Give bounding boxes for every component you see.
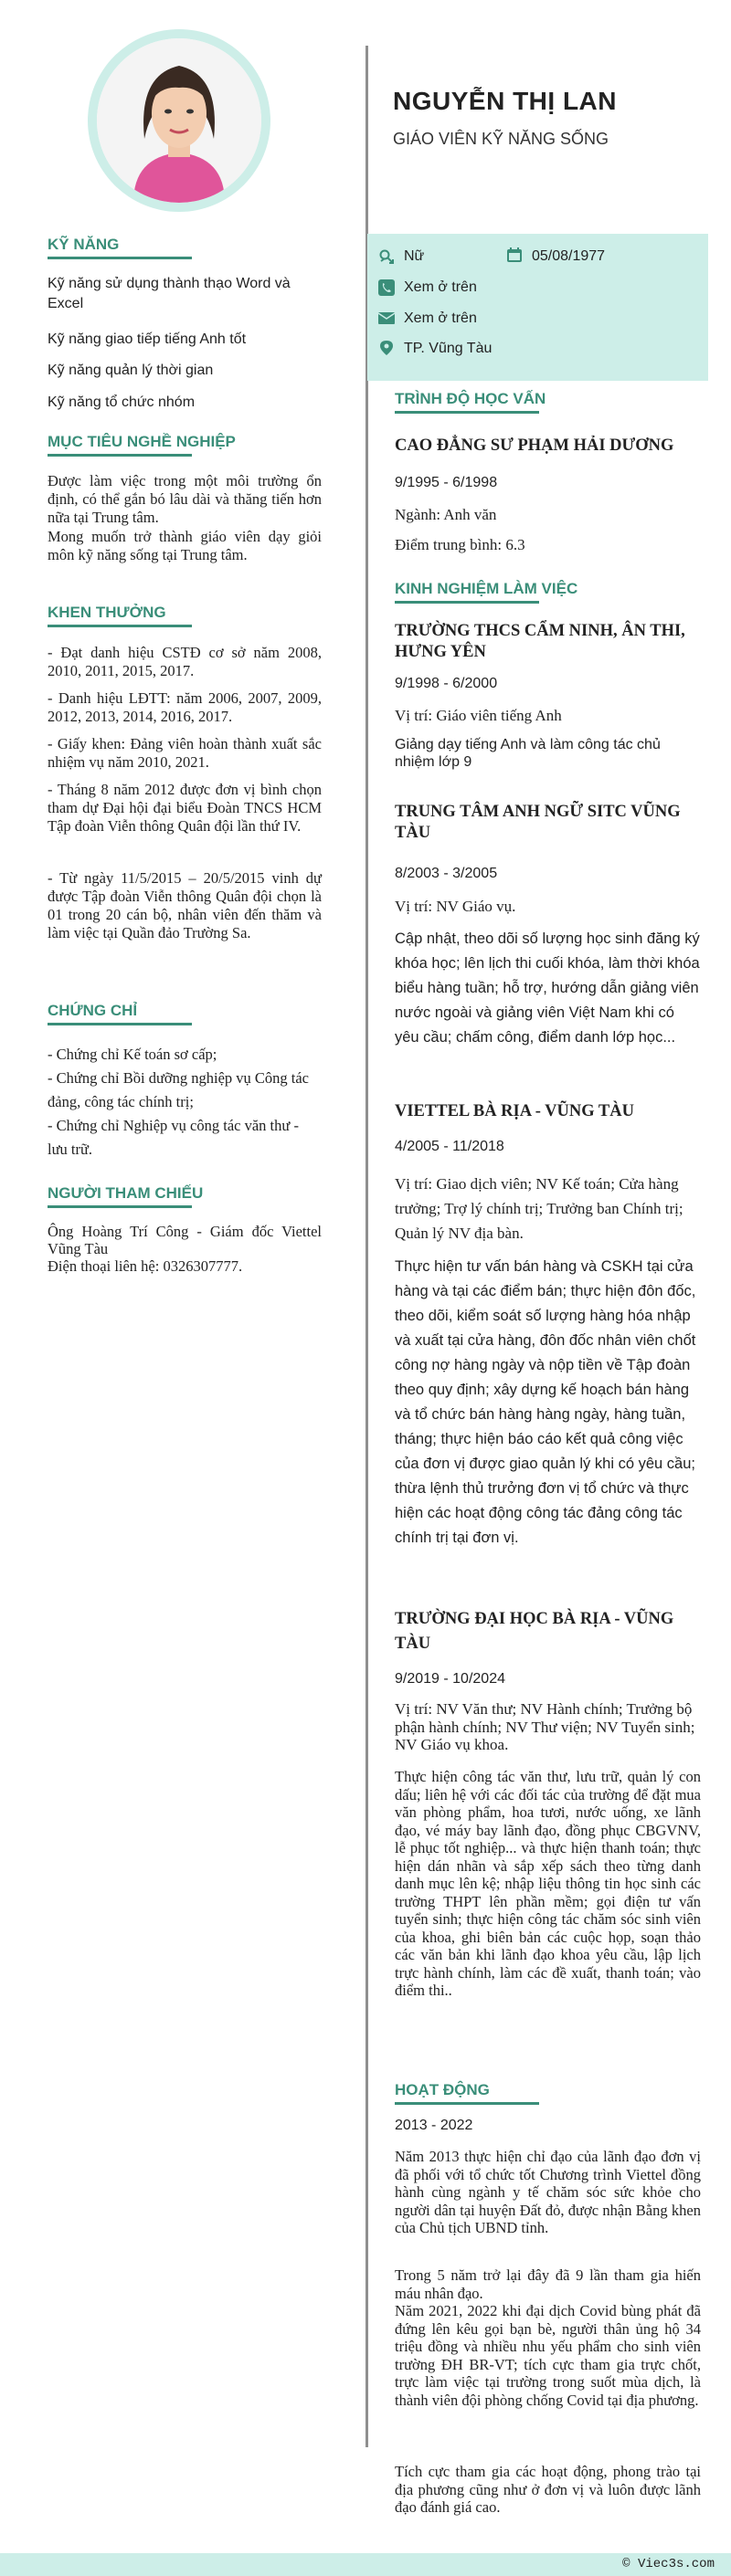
references-underline	[48, 1205, 192, 1208]
footer-bar	[0, 2553, 731, 2576]
job-period: 9/2019 - 10/2024	[395, 1671, 505, 1687]
objective-underline	[48, 454, 192, 457]
education-school: CAO ĐẲNG SƯ PHẠM HẢI DƯƠNG	[395, 436, 674, 455]
objective-text: Mong muốn trở thành giáo viên dạy giỏi môn kỹ năng sống tại Trung tâm.	[48, 528, 322, 563]
skill-item: Kỹ năng giao tiếp tiếng Anh tốt	[48, 331, 247, 347]
location-icon	[378, 340, 395, 356]
skills-title: KỸ NĂNG	[48, 236, 120, 253]
job-period: 4/2005 - 11/2018	[395, 1139, 504, 1154]
objective-title: MỤC TIÊU NGHỀ NGHIỆP	[48, 433, 236, 450]
job-org: TRƯỜNG ĐẠI HỌC BÀ RỊA - VŨNG TÀU	[395, 1610, 674, 1653]
education-gpa: Điểm trung bình: 6.3	[395, 536, 525, 553]
education-title: TRÌNH ĐỘ HỌC VẤN	[395, 390, 546, 407]
address-value: TP. Vũng Tàu	[404, 341, 493, 356]
calendar-icon	[506, 247, 523, 263]
job-org: VIETTEL BÀ RỊA - VŨNG TÀU	[395, 1102, 634, 1120]
education-major: Ngành: Anh văn	[395, 506, 497, 523]
job-position: Vị trí: Giao dịch viên; NV Kế toán; Cửa hàng trưởng; Trợ lý chính trị; Trưởng ban Chính trị; Quản lý NV địa bàn.	[395, 1175, 683, 1242]
activities-period: 2013 - 2022	[395, 2118, 473, 2133]
certificates-title: CHỨNG CHỈ	[48, 1002, 138, 1019]
activities-text: Năm 2013 thực hiện chỉ đạo của lãnh đạo đơn vị đã phối với tổ chức tốt Chương trình Viettel đồng hành cùng ngành y tế chăm sóc sức khỏe cho người dân tại huyện Đất đỏ, được nhận Bằng khen của Chủ tịch UBND tỉnh.	[395, 2148, 701, 2236]
birthdate-value: 05/08/1977	[532, 248, 606, 264]
job-description: Giảng dạy tiếng Anh và làm công tác chủ nhiệm lớp 9	[395, 737, 661, 770]
job-org: TRƯỜNG THCS CẨM NINH, ÂN THI, HƯNG YÊN	[395, 622, 685, 661]
activities-underline	[395, 2102, 539, 2105]
job-description: Cập nhật, theo dõi số lượng học sinh đăng ký khóa học; lên lịch thi cuối khóa, làm thời khóa biểu hàng tuần; hỗ trợ, hướng dẫn giảng viên nước ngoài và giảng viên Việt Nam khi có yêu cầu; chấm công, điểm danh lớp học...	[395, 931, 700, 1046]
award-item: - Từ ngày 11/5/2015 – 20/5/2015 vinh dự được Tập đoàn Viễn thông Quân đội chọn là 01 trong 20 cán bộ, nhân viên đến thăm và làm việc tại Quần đảo Trường Sa.	[48, 869, 322, 941]
job-period: 9/1998 - 6/2000	[395, 676, 498, 691]
job-position: Vị trí: NV Văn thư; NV Hành chính; Trưởng bộ phận hành chính; NV Thư viện; NV Tuyển sinh; NV Giáo vụ khoa.	[395, 1700, 695, 1753]
phone-value: Xem ở trên	[404, 279, 477, 295]
activities-title: HOẠT ĐỘNG	[395, 2081, 490, 2098]
reference-contact: Ông Hoàng Trí Công - Giám đốc Viettel Vũng Tàu	[48, 1223, 322, 1257]
activities-text: Tích cực tham gia các hoạt động, phong trào tại địa phương cũng như ở đơn vị và luôn được lãnh đạo đánh giá cao.	[395, 2463, 701, 2516]
awards-underline	[48, 625, 192, 627]
skill-item: Kỹ năng tổ chức nhóm	[48, 394, 196, 410]
footer-credit: © Viec3s.com	[622, 2557, 715, 2571]
candidate-role: GIÁO VIÊN KỸ NĂNG SỐNG	[393, 130, 609, 148]
education-period: 9/1995 - 6/1998	[395, 475, 498, 490]
award-item: - Tháng 8 năm 2012 được đơn vị bình chọn tham dự Đại hội đại biểu Đoàn TNCS HCM Tập đoàn Viễn thông Quân đội lần thứ IV.	[48, 781, 322, 835]
job-position: Vị trí: Giáo viên tiếng Anh	[395, 707, 562, 724]
skill-item: Kỹ năng quản lý thời gian	[48, 363, 214, 378]
certificate-item: - Chứng chỉ Nghiệp vụ công tác văn thư - lưu trữ.	[48, 1117, 299, 1158]
personal-info-box	[367, 234, 708, 381]
column-divider	[366, 46, 368, 2447]
avatar	[97, 38, 261, 203]
skill-item: Kỹ năng sử dụng thành thạo Word và Excel	[48, 276, 291, 311]
activities-text: Trong 5 năm trở lại đây đã 9 lần tham gia hiến máu nhân đạo.	[395, 2266, 701, 2302]
candidate-name: NGUYỄN THỊ LAN	[393, 87, 617, 115]
experience-underline	[395, 601, 539, 604]
avatar-frame	[88, 29, 270, 212]
reference-phone: Điện thoại liên hệ: 0326307777.	[48, 1257, 243, 1275]
experience-title: KINH NGHIỆM LÀM VIỆC	[395, 580, 578, 597]
job-position: Vị trí: NV Giáo vụ.	[395, 898, 516, 915]
education-underline	[395, 411, 539, 414]
certificate-item: - Chứng chỉ Kế toán sơ cấp;	[48, 1046, 217, 1063]
certificate-item: - Chứng chỉ Bồi dưỡng nghiệp vụ Công tác đảng, công tác chính trị;	[48, 1069, 310, 1110]
job-description: Thực hiện tư vấn bán hàng và CSKH tại cửa hàng và tại các điểm bán; thực hiện đôn đốc, theo dõi, kiểm soát số lượng hàng hóa nhập và xuất tại cửa hàng, đôn đốc nhân viên chốt công nợ hàng ngày và nộp tiền về Tập đoàn theo quy định; xây dựng kế hoạch bán hàng và tổ chức bán hàng hàng ngày, hàng tuần, tháng; thực hiện báo cáo kết quả công việc của đơn vị được giao quản lý khi có yêu cầu; thừa lệnh thủ trưởng đơn vị tổ chức và thực hiện các hoạt động công tác đảng công tác chính trị tại đơn vị.	[395, 1258, 696, 1546]
gender-value: Nữ	[404, 248, 425, 264]
skills-underline	[48, 257, 192, 259]
objective-text: Được làm việc trong một môi trường ổn định, có thể gắn bó lâu dài và thăng tiến hơn nữa tại Trung tâm.	[48, 472, 322, 526]
gender-icon	[378, 248, 395, 265]
job-description: Thực hiện công tác văn thư, lưu trữ, quản lý con dấu; liên hệ với các đối tác của trường để đặt mua văn phòng phẩm, hoa tươi, nước uống, xe lãnh đạo, vé máy bay lãnh đạo, đồng phục CBGVNV, lễ phục tốt nghiệp... và thực hiện thanh toán; thực hiện dán nhãn và sắp xếp sách theo từng danh danh mục lên kệ; nhập liệu thông tin học sinh các trường THPT lên phần mềm; gọi điện tư vấn tuyển sinh; thực hiện công tác chăm sóc sinh viên của khoa, ghi biên bản các cuộc họp, soạn thảo các văn bản khi lãnh đạo khoa yêu cầu, lập lịch trực hành chính, làm các đề xuất, thanh toán; vào điểm thi..	[395, 1768, 701, 1999]
references-title: NGƯỜI THAM CHIẾU	[48, 1184, 204, 1202]
email-icon	[378, 310, 395, 326]
email-value: Xem ở trên	[404, 310, 477, 326]
awards-title: KHEN THƯỞNG	[48, 604, 166, 621]
activities-text: Năm 2021, 2022 khi đại dịch Covid bùng phát đã đứng lên kêu gọi bạn bè, người thân ủng hộ 34 triệu đồng và nhiều nhu yếu phẩm cho sinh viên trường ĐH BR-VT; tích cực tham gia trực chốt, trực làm việc tại trường trong suốt mùa dịch, là thành viên đội phòng chống Covid tại địa phương.	[395, 2302, 701, 2409]
award-item: - Giấy khen: Đảng viên hoàn thành xuất sắc nhiệm vụ năm 2010, 2021.	[48, 735, 322, 771]
award-item: - Danh hiệu LĐTT: năm 2006, 2007, 2009, 2012, 2013, 2014, 2016, 2017.	[48, 689, 322, 725]
certificates-underline	[48, 1023, 192, 1025]
job-period: 8/2003 - 3/2005	[395, 866, 498, 881]
phone-icon	[378, 279, 395, 296]
award-item: - Đạt danh hiệu CSTĐ cơ sở năm 2008, 2010, 2011, 2015, 2017.	[48, 644, 322, 679]
job-org: TRUNG TÂM ANH NGỮ SITC VŨNG TÀU	[395, 803, 681, 842]
